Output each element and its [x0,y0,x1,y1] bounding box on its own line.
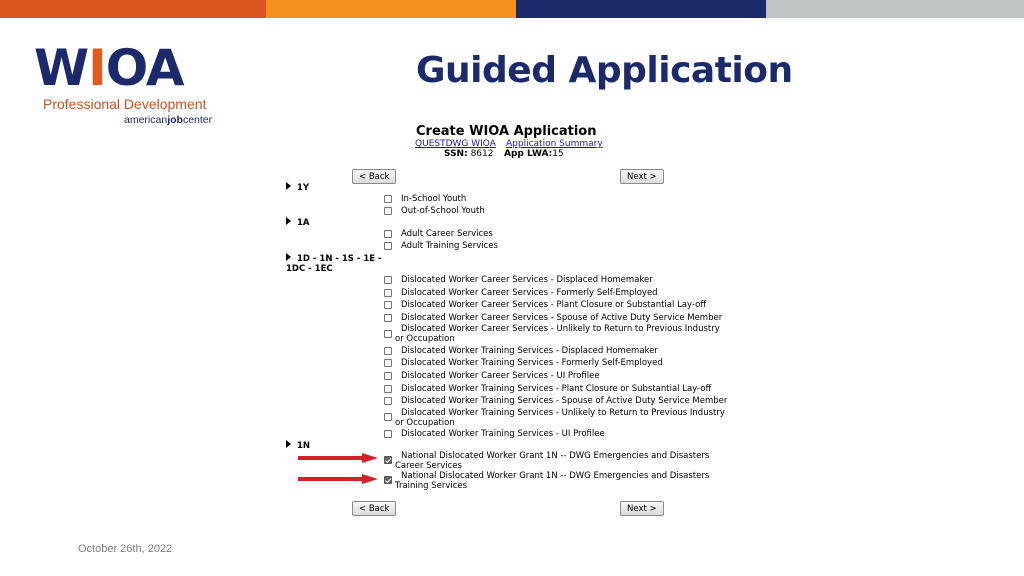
footer-date: October 26th, 2022 [78,543,173,555]
option-label: Dislocated Worker Career Services - Unlikely to Return to Previous Industry [401,324,720,334]
checkbox-dw-training-plant-closure[interactable] [384,385,392,393]
app-lwa-readout: App LWA:15 [504,149,564,159]
slide-title: Guided Application [416,50,793,91]
checkbox-dw-career-ui-profilee[interactable] [384,372,392,380]
next-button-top[interactable]: Next > [620,169,664,184]
section-header-1a[interactable]: 1A [286,217,310,229]
section-header-dislocated-worker-cont: 1DC - 1EC [286,264,333,274]
checkbox-dw-training-spouse-active-duty[interactable] [384,397,392,405]
option-label: Dislocated Worker Career Services - UI Profilee [401,371,600,381]
option-label: Adult Career Services [401,229,493,239]
option-label-cont: Career Services [395,461,462,471]
checkbox-dw-career-displaced-homemaker[interactable] [384,276,392,284]
next-button-bottom[interactable]: Next > [620,501,664,516]
checkbox-adult-training-services[interactable] [384,242,392,250]
section-header-1n[interactable]: 1N [286,440,310,452]
checkbox-dw-training-ui-profilee[interactable] [384,430,392,438]
form-title: Create WIOA Application [416,124,597,139]
option-label: Dislocated Worker Training Services - Plant Closure or Substantial Lay-off [401,384,712,394]
checkbox-dw-career-plant-closure[interactable] [384,301,392,309]
ssn-readout: SSN: 8612 [444,149,494,159]
checkbox-dw-career-unlikely-return[interactable] [384,330,392,338]
checkbox-adult-career-services[interactable] [384,230,392,238]
section-header-1y[interactable]: 1Y [286,182,309,194]
option-label: Dislocated Worker Training Services - Unlikely to Return to Previous Industry [401,408,725,418]
option-label: Dislocated Worker Career Services - Spouse of Active Duty Service Member [401,313,723,323]
option-label-cont: or Occupation [395,334,455,344]
expand-triangle-icon [286,182,291,190]
option-label: Out-of-School Youth [401,206,485,216]
option-label: Dislocated Worker Career Services - Formerly Self-Employed [401,288,658,298]
checkbox-dw-career-spouse-active-duty[interactable] [384,314,392,322]
option-label: Dislocated Worker Training Services - Spouse of Active Duty Service Member [401,396,728,406]
option-label: National Dislocated Worker Grant 1N -- DWG Emergencies and Disasters [401,451,710,461]
option-label: National Dislocated Worker Grant 1N -- DWG Emergencies and Disasters [401,471,710,481]
checkbox-ndwg-career-services[interactable] [384,456,392,464]
section-header-dislocated-worker[interactable]: 1D - 1N - 1S - 1E - [286,253,382,265]
option-label: Dislocated Worker Career Services - Displaced Homemaker [401,275,653,285]
checkbox-out-of-school-youth[interactable] [384,207,392,215]
option-label-cont: or Occupation [395,418,455,428]
option-label: In-School Youth [401,194,467,204]
checkbox-dw-career-formerly-self-employed[interactable] [384,289,392,297]
option-label: Dislocated Worker Training Services - UI Profilee [401,429,605,439]
illinois-shape-letter: I [88,39,106,97]
logo-subtitle: Professional Development [43,96,207,112]
checkbox-dw-training-unlikely-return[interactable] [384,413,392,421]
option-label: Dislocated Worker Training Services - Displaced Homemaker [401,346,658,356]
red-arrow-icon [298,453,378,463]
option-label: Dislocated Worker Training Services - Formerly Self-Employed [401,358,663,368]
american-job-center-logo: americanjobcenter [124,114,213,126]
option-label: Adult Training Services [401,241,498,251]
checkbox-dw-training-displaced-homemaker[interactable] [384,347,392,355]
checkbox-dw-training-formerly-self-employed[interactable] [384,359,392,367]
back-button-bottom[interactable]: < Back [352,501,396,516]
questdwg-wioa-link[interactable]: QUESTDWG WIOA [415,139,496,149]
expand-triangle-icon [286,253,291,261]
option-label: Dislocated Worker Career Services - Plant Closure or Substantial Lay-off [401,300,707,310]
checkbox-ndwg-training-services[interactable] [384,476,392,484]
red-arrow-icon [298,474,378,484]
checkbox-in-school-youth[interactable] [384,195,392,203]
application-summary-link[interactable]: Application Summary [506,139,603,149]
wioa-wordmark: WIOA [34,39,184,97]
expand-triangle-icon [286,440,291,448]
expand-triangle-icon [286,217,291,225]
back-button-top[interactable]: < Back [352,169,396,184]
option-label-cont: Training Services [395,481,468,491]
